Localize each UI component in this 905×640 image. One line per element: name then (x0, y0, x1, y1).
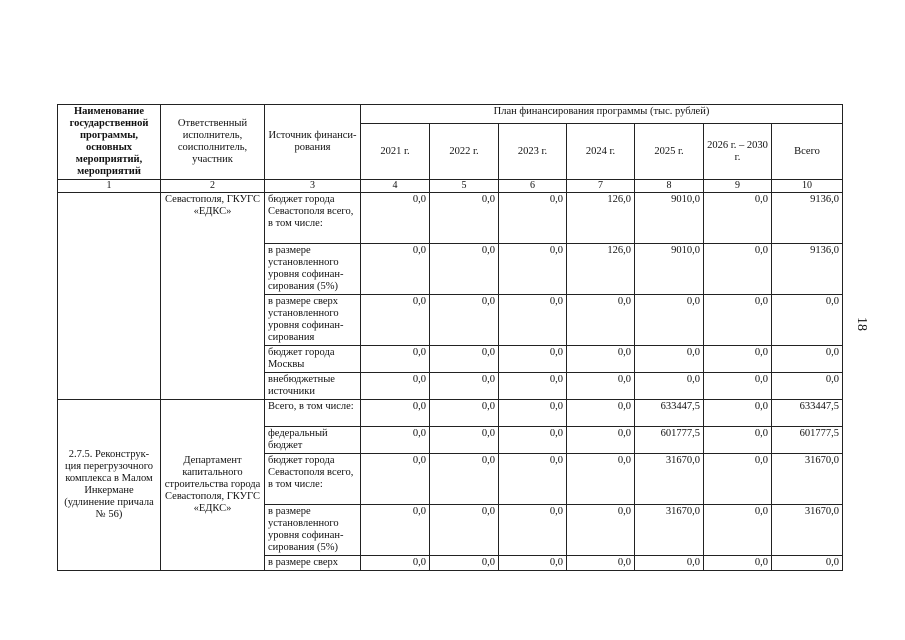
header-year-2024: 2024 г. (567, 124, 635, 180)
value-cell: 126,0 (567, 244, 635, 295)
source-cell: Всего, в том числе: (265, 400, 361, 427)
value-cell: 0,0 (430, 295, 499, 346)
value-cell: 0,0 (567, 346, 635, 373)
value-cell: 0,0 (499, 556, 567, 571)
value-cell: 0,0 (361, 193, 430, 244)
value-cell: 0,0 (499, 373, 567, 400)
value-cell: 31670,0 (635, 454, 704, 505)
value-cell: 9010,0 (635, 193, 704, 244)
value-cell: 0,0 (430, 427, 499, 454)
header-total: Всего (772, 124, 843, 180)
value-cell: 0,0 (430, 454, 499, 505)
value-cell: 0,0 (361, 454, 430, 505)
value-cell: 0,0 (635, 295, 704, 346)
value-cell: 0,0 (772, 373, 843, 400)
source-cell: бюджет города Севастополя всего, в том числе: (265, 193, 361, 244)
value-cell: 0,0 (704, 193, 772, 244)
value-cell: 31670,0 (772, 454, 843, 505)
value-cell: 0,0 (361, 244, 430, 295)
col-number: 6 (499, 180, 567, 193)
executor-cell: Севастополя, ГКУГС «ЕДКС» (161, 193, 265, 400)
value-cell: 601777,5 (635, 427, 704, 454)
value-cell: 0,0 (361, 505, 430, 556)
value-cell: 0,0 (499, 244, 567, 295)
source-cell: бюджет города Москвы (265, 346, 361, 373)
header-plan: План финансирования программы (тыс. рублей) (361, 105, 843, 124)
measure-cell-empty (58, 193, 161, 400)
value-cell: 0,0 (567, 373, 635, 400)
value-cell: 0,0 (430, 556, 499, 571)
value-cell: 0,0 (567, 556, 635, 571)
value-cell: 633447,5 (635, 400, 704, 427)
source-cell: в размере сверх (265, 556, 361, 571)
header-year-2022: 2022 г. (430, 124, 499, 180)
value-cell: 0,0 (499, 400, 567, 427)
value-cell: 0,0 (635, 373, 704, 400)
source-cell: в размере сверх установленного уровня софинан-сирования (265, 295, 361, 346)
value-cell: 601777,5 (772, 427, 843, 454)
value-cell: 0,0 (430, 373, 499, 400)
source-cell: в размере установленного уровня софинан-сирования (5%) (265, 244, 361, 295)
source-cell: бюджет города Севастополя всего, в том числе: (265, 454, 361, 505)
header-program-name: Наименование государственной программы, основных мероприятий, мероприятий (58, 105, 161, 180)
value-cell: 0,0 (361, 556, 430, 571)
value-cell: 31670,0 (635, 505, 704, 556)
value-cell: 0,0 (635, 346, 704, 373)
value-cell: 0,0 (361, 295, 430, 346)
value-cell: 0,0 (704, 556, 772, 571)
value-cell: 0,0 (430, 505, 499, 556)
col-number: 2 (161, 180, 265, 193)
value-cell: 126,0 (567, 193, 635, 244)
value-cell: 0,0 (499, 427, 567, 454)
value-cell: 0,0 (704, 295, 772, 346)
value-cell: 9010,0 (635, 244, 704, 295)
col-number: 7 (567, 180, 635, 193)
value-cell: 0,0 (499, 505, 567, 556)
col-number: 1 (58, 180, 161, 193)
table-row (58, 193, 843, 244)
measure-cell: 2.7.5. Реконструк-ция перегрузочного комплекса в Малом Инкермане (удлинение причала № 56) (58, 400, 161, 571)
header-source: Источник финанси-рования (265, 105, 361, 180)
value-cell: 0,0 (704, 373, 772, 400)
header-row-1 (58, 105, 843, 124)
source-cell: внебюджетные источники (265, 373, 361, 400)
table-row (58, 400, 843, 427)
value-cell: 0,0 (567, 454, 635, 505)
value-cell: 0,0 (499, 454, 567, 505)
column-numbers-row (58, 180, 843, 193)
value-cell: 0,0 (361, 346, 430, 373)
value-cell: 633447,5 (772, 400, 843, 427)
financing-table (57, 104, 843, 571)
value-cell: 0,0 (704, 505, 772, 556)
value-cell: 0,0 (361, 400, 430, 427)
value-cell: 0,0 (704, 454, 772, 505)
value-cell: 31670,0 (772, 505, 843, 556)
value-cell: 0,0 (704, 346, 772, 373)
header-year-2021: 2021 г. (361, 124, 430, 180)
header-year-2023: 2023 г. (499, 124, 567, 180)
col-number: 10 (772, 180, 843, 193)
executor-cell: Департамент капитального строительства города Севастополя, ГКУГС «ЕДКС» (161, 400, 265, 571)
value-cell: 0,0 (567, 505, 635, 556)
value-cell: 0,0 (430, 244, 499, 295)
header-year-2026-2030: 2026 г. – 2030 г. (704, 124, 772, 180)
value-cell: 0,0 (567, 295, 635, 346)
value-cell: 9136,0 (772, 193, 843, 244)
col-number: 5 (430, 180, 499, 193)
value-cell: 0,0 (567, 400, 635, 427)
value-cell: 0,0 (772, 346, 843, 373)
col-number: 3 (265, 180, 361, 193)
value-cell: 9136,0 (772, 244, 843, 295)
value-cell: 0,0 (635, 556, 704, 571)
value-cell: 0,0 (361, 427, 430, 454)
source-cell: федеральный бюджет (265, 427, 361, 454)
value-cell: 0,0 (704, 244, 772, 295)
value-cell: 0,0 (430, 346, 499, 373)
page-number: 18 (854, 317, 869, 331)
value-cell: 0,0 (499, 193, 567, 244)
value-cell: 0,0 (567, 427, 635, 454)
col-number: 4 (361, 180, 430, 193)
value-cell: 0,0 (499, 346, 567, 373)
value-cell: 0,0 (704, 427, 772, 454)
value-cell: 0,0 (361, 373, 430, 400)
header-executor: Ответственный исполнитель, соисполнитель, участник (161, 105, 265, 180)
col-number: 8 (635, 180, 704, 193)
header-year-2025: 2025 г. (635, 124, 704, 180)
value-cell: 0,0 (772, 295, 843, 346)
value-cell: 0,0 (704, 400, 772, 427)
value-cell: 0,0 (430, 400, 499, 427)
source-cell: в размере установленного уровня софинан-сирования (5%) (265, 505, 361, 556)
value-cell: 0,0 (499, 295, 567, 346)
value-cell: 0,0 (430, 193, 499, 244)
col-number: 9 (704, 180, 772, 193)
value-cell: 0,0 (772, 556, 843, 571)
